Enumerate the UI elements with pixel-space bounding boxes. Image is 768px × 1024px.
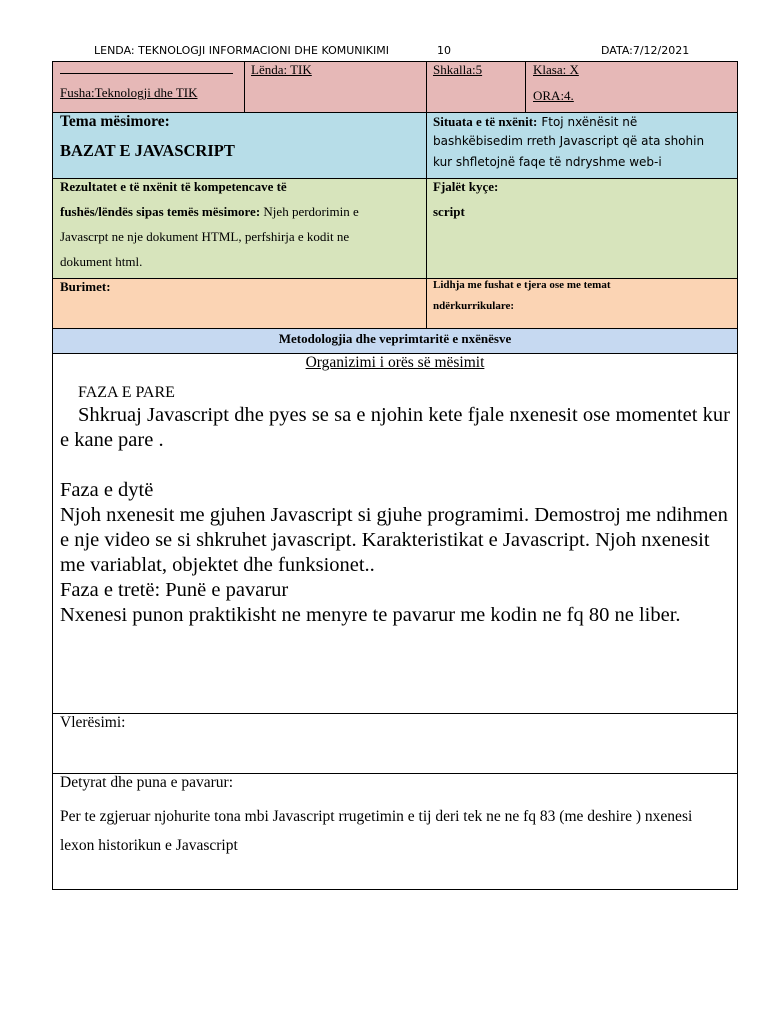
shkalla-label: Shkalla:5 <box>433 62 483 77</box>
lesson-plan-table <box>52 61 738 890</box>
vleresimi-label: Vlerësimi: <box>60 714 126 731</box>
organizimi-heading: Organizimi i orës së mësimit <box>305 354 485 371</box>
faza3-title: Faza e tretë: Punë e pavarur <box>60 579 289 601</box>
rezultatet-text-2: Njeh perdorimin e <box>263 204 359 219</box>
faza1-title: FAZA E PARE <box>78 384 175 401</box>
fjalet-value: script <box>433 204 465 219</box>
fusha-cell <box>53 62 244 112</box>
faza2-text: Njoh nxenesit me gjuhen Javascript si gjuhe programimi. Demostroj me ndihmen e nje video se si shkruhet javascript. Karakteristikat e Javascript. Njoh nxenesit me variablat, objektet dhe funksionet.. <box>60 504 728 576</box>
lenda-cell <box>244 62 426 112</box>
fusha-label: Fusha:Teknologji dhe TIK <box>60 85 198 100</box>
rezultatet-label-1: Rezultatet e të nxënit të kompetencave të <box>60 179 287 194</box>
situata-cell <box>426 112 737 178</box>
metodologjia-heading: Metodologjia dhe veprimtaritë e nxënësve <box>278 331 512 346</box>
situata-text-2: bashkëbisedim rreth Javascript që ata shohin <box>433 134 705 148</box>
header-number: 10 <box>437 44 451 57</box>
fjalet-cell <box>426 178 737 278</box>
metodologjia-cell <box>53 328 737 353</box>
rezultatet-text-3: Javascrpt ne nje dokument HTML, perfshirja e kodit ne <box>60 229 350 244</box>
burimet-cell <box>53 278 426 328</box>
lenda-label: Lënda: TIK <box>251 62 312 77</box>
klasa-cell <box>525 62 737 112</box>
rezultatet-label-2: fushës/lëndës sipas temës mësimore: <box>60 204 261 219</box>
lidhja-line-1: Lidhja me fushat e tjera ose me temat <box>433 279 611 291</box>
organizimi-cell <box>53 353 737 713</box>
tema-label: Tema mësimore: <box>60 113 170 130</box>
tema-title: BAZAT E JAVASCRIPT <box>60 141 235 160</box>
detyrat-text: Per te zgjeruar njohurite tona mbi Javascript rrugetimin e tij deri tek ne ne fq 83 (me deshire ) nxenesi lexon historikun e Javascript <box>60 808 693 854</box>
detyrat-cell <box>53 773 737 889</box>
vleresimi-cell <box>53 713 737 773</box>
situata-label: Situata e të nxënit: <box>433 114 538 129</box>
shkalla-cell <box>426 62 525 112</box>
blank-line <box>60 73 233 74</box>
klasa-label: Klasa: X <box>533 62 579 77</box>
fjalet-label: Fjalët kyçe: <box>433 179 499 194</box>
header-subject: LENDA: TEKNOLOGJI INFORMACIONI DHE KOMUNIKIMI <box>94 44 389 57</box>
faza2-title: Faza e dytë <box>60 479 154 501</box>
detyrat-label: Detyrat dhe puna e pavarur: <box>60 774 234 791</box>
ora-label: ORA:4. <box>533 88 574 103</box>
faza1-text: Shkruaj Javascript dhe pyes se sa e njohin kete fjale nxenesit ose momentet kur e kane pare . <box>60 404 730 451</box>
burimet-label: Burimet: <box>60 279 111 294</box>
lidhja-line-2: ndërkurrikulare: <box>433 300 515 312</box>
situata-text-3: kur shfletojnë faqe të ndryshme web-i <box>433 155 662 169</box>
rezultatet-text-4: dokument html. <box>60 254 143 269</box>
lidhja-cell <box>426 278 737 328</box>
tema-cell <box>53 112 426 178</box>
situata-text-1: Ftoj nxënësit në <box>541 115 638 129</box>
header-date: DATA:7/12/2021 <box>601 44 690 57</box>
rezultatet-cell <box>53 178 426 278</box>
faza3-text: Nxenesi punon praktikisht ne menyre te pavarur me kodin ne fq 80 ne liber. <box>60 604 681 626</box>
page-header <box>0 44 768 60</box>
